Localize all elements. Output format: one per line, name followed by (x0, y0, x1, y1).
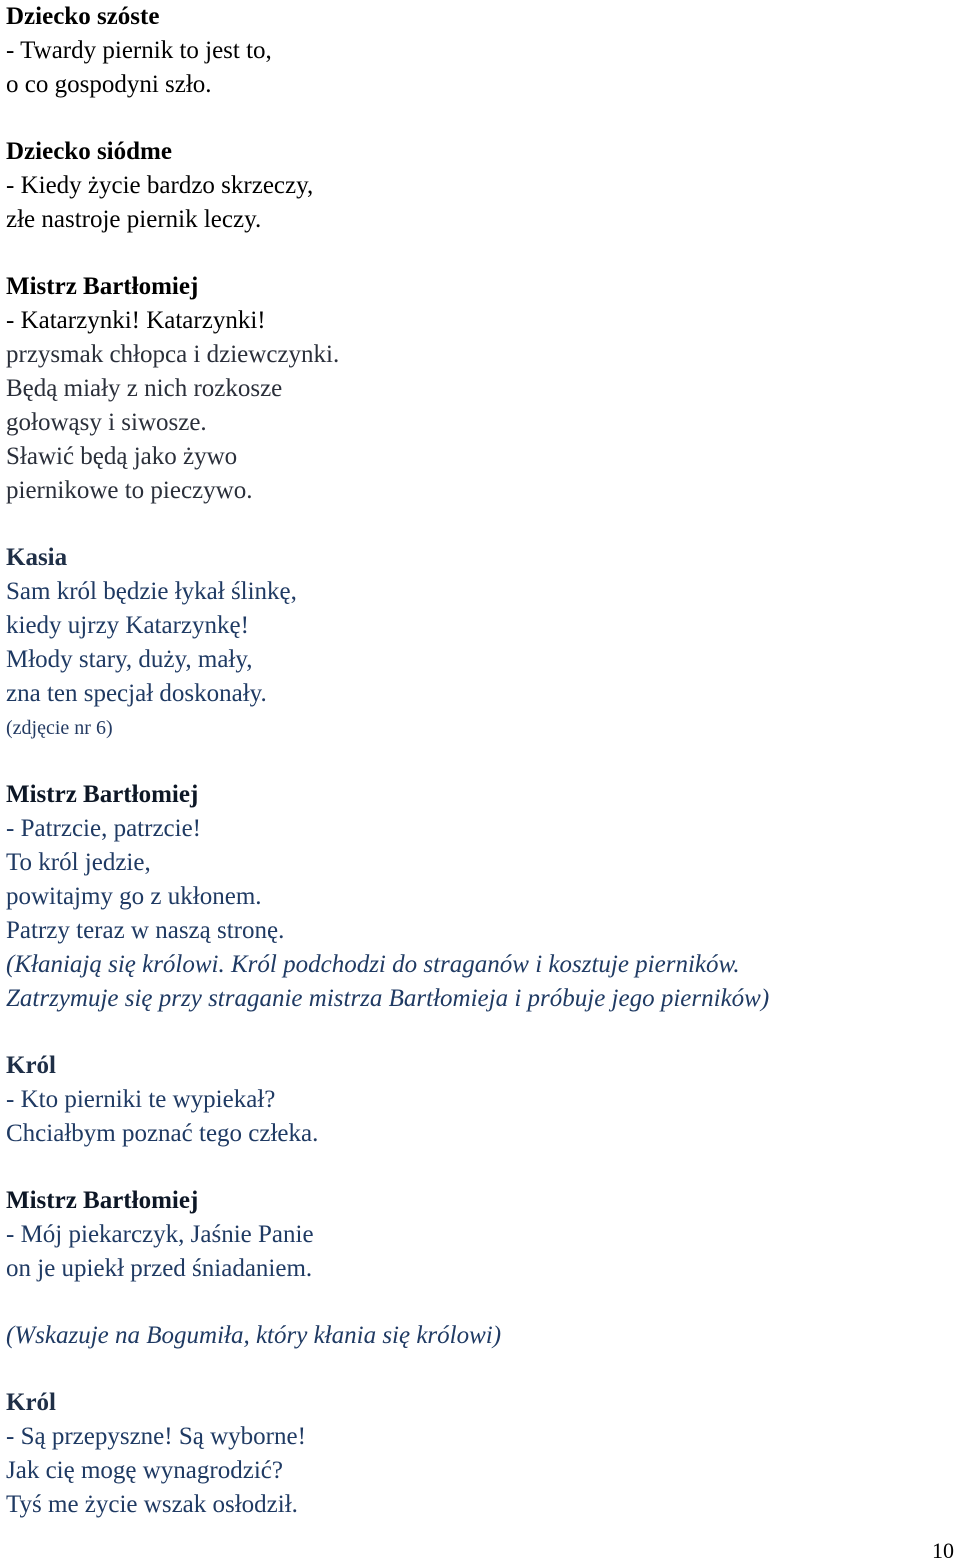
spacer (6, 745, 956, 778)
dialogue-line: powitajmy go z ukłonem. (6, 883, 262, 910)
spacer (6, 1353, 956, 1386)
dialogue-line: To król jedzie, (6, 849, 151, 876)
spacer (6, 237, 956, 270)
stage-direction: (Wskazuje na Bogumiła, który kłania się królowi) (6, 1322, 502, 1349)
dialogue-line: przysmak chłopca i dziewczynki. (6, 341, 340, 368)
dialogue-line: Tyś me życie wszak osłodził. (6, 1491, 298, 1518)
dialogue-line: gołowąsy i siwosze. (6, 409, 207, 436)
dialogue-block (6, 778, 956, 1016)
spacer (6, 1151, 956, 1184)
speaker-name: Dziecko szóste (6, 3, 160, 30)
dialogue-line: - Kto pierniki te wypiekał? (6, 1086, 276, 1113)
dialogue-block (6, 270, 956, 508)
dialogue-block (6, 1184, 956, 1353)
dialogue-line: Będą miały z nich rozkosze (6, 375, 283, 402)
dialogue-line: zna ten specjał doskonały. (6, 680, 267, 707)
speaker-name: Król (6, 1052, 56, 1079)
speaker-name: Mistrz Bartłomiej (6, 273, 199, 300)
dialogue-line: - Patrzcie, patrzcie! (6, 815, 202, 842)
spacer (6, 1286, 956, 1319)
stage-direction: (Kłaniają się królowi. Król podchodzi do straganów i kosztuje pierników. (6, 951, 740, 978)
document-page (6, 0, 956, 1522)
dialogue-line: Sławić będą jako żywo (6, 443, 238, 470)
dialogue-line: o co gospodyni szło. (6, 71, 212, 98)
dialogue-line: Chciałbym poznać tego człeka. (6, 1120, 319, 1147)
dialogue-line: - Twardy piernik to jest to, (6, 37, 272, 64)
dialogue-line: Jak cię mogę wynagrodzić? (6, 1457, 283, 1484)
page-number: 10 (932, 1538, 954, 1563)
dialogue-line: złe nastroje piernik leczy. (6, 206, 262, 233)
speaker-name: Dziecko siódme (6, 138, 172, 165)
dialogue-line: Sam król będzie łykał ślinkę, (6, 578, 297, 605)
spacer (6, 508, 956, 541)
dialogue-line: - Kiedy życie bardzo skrzeczy, (6, 172, 314, 199)
speaker-name: Mistrz Bartłomiej (6, 781, 199, 808)
dialogue-line: piernikowe to pieczywo. (6, 477, 253, 504)
dialogue-block (6, 135, 956, 237)
dialogue-block (6, 0, 956, 102)
speaker-name: Król (6, 1389, 56, 1416)
dialogue-block (6, 1386, 956, 1522)
spacer (6, 1016, 956, 1049)
dialogue-line: - Są przepyszne! Są wyborne! (6, 1423, 306, 1450)
dialogue-block (6, 1049, 956, 1151)
speaker-name: Mistrz Bartłomiej (6, 1187, 199, 1214)
speaker-name: Kasia (6, 544, 68, 571)
dialogue-line: - Katarzynki! Katarzynki! (6, 307, 266, 334)
dialogue-line: on je upiekł przed śniadaniem. (6, 1255, 313, 1282)
dialogue-line: Patrzy teraz w naszą stronę. (6, 917, 285, 944)
spacer (6, 102, 956, 135)
photo-reference-note: (zdjęcie nr 6) (6, 717, 113, 739)
dialogue-line: - Mój piekarczyk, Jaśnie Panie (6, 1221, 314, 1248)
dialogue-line: kiedy ujrzy Katarzynkę! (6, 612, 249, 639)
stage-direction: Zatrzymuje się przy straganie mistrza Bartłomieja i próbuje jego pierników) (6, 985, 770, 1012)
dialogue-block (6, 541, 956, 745)
dialogue-line: Młody stary, duży, mały, (6, 646, 253, 673)
